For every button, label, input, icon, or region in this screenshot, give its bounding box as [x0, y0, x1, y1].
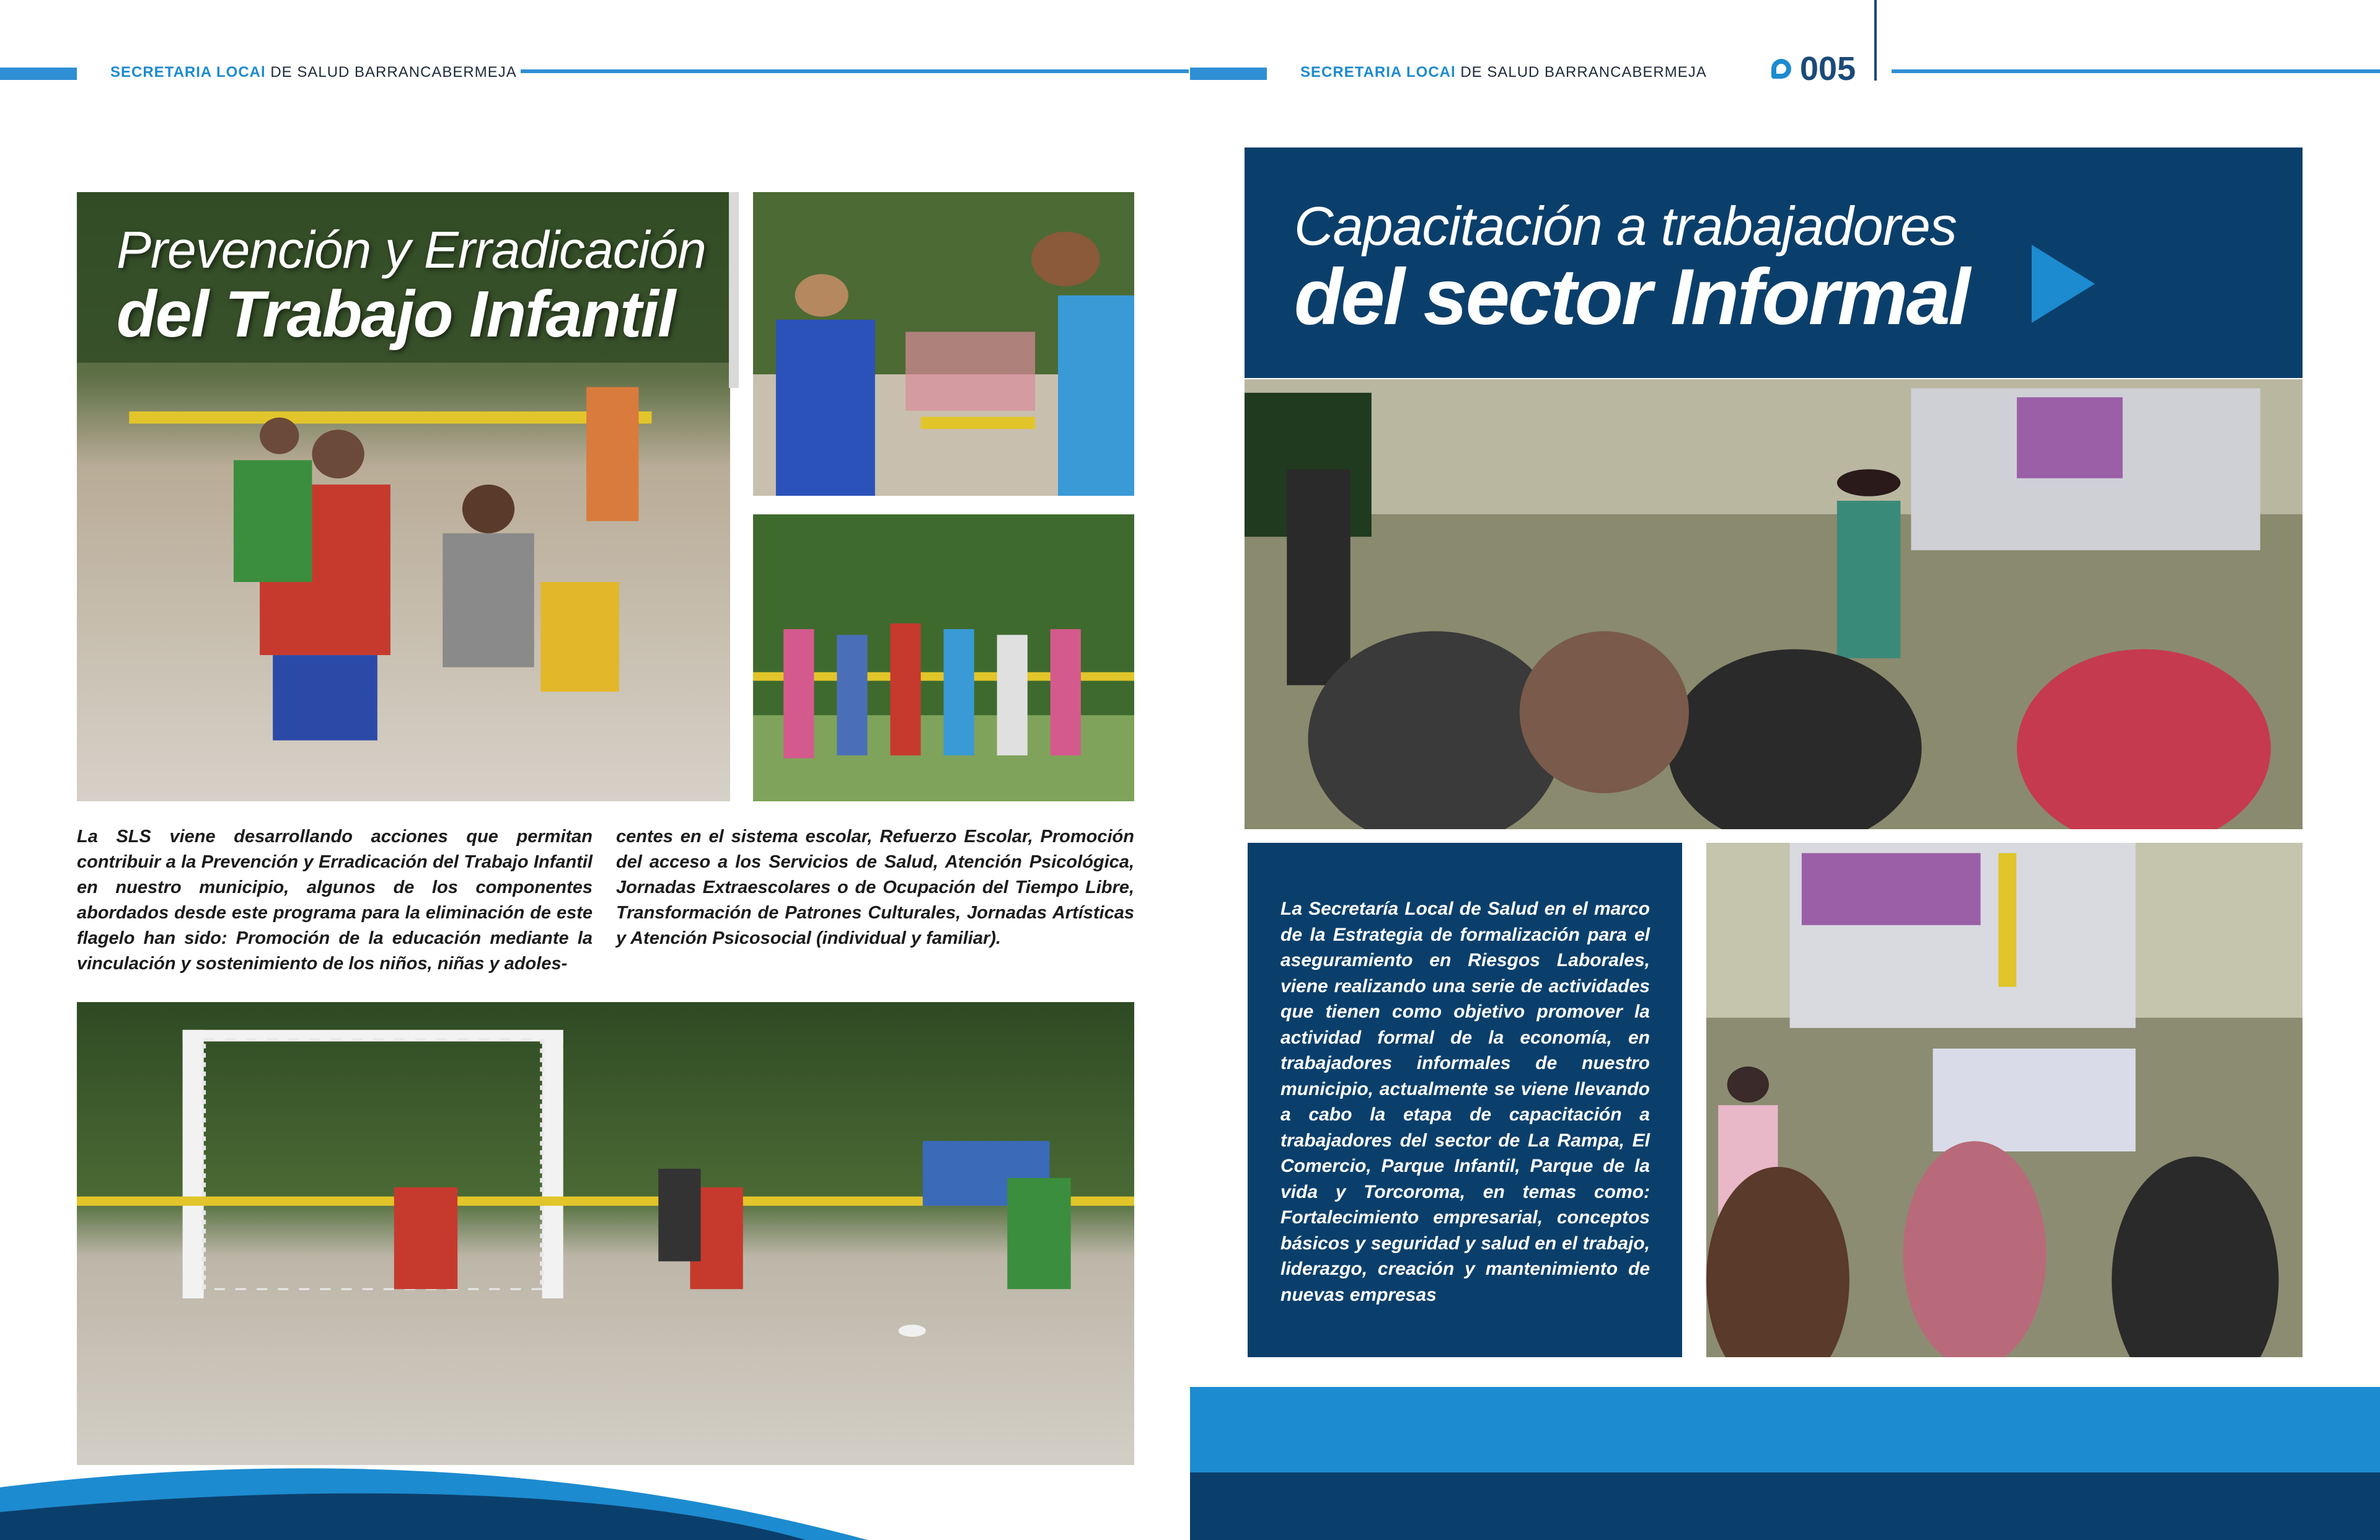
- page-number-text: 005: [1800, 50, 1856, 87]
- header-left-rest: DE SALUD BARRANCABERMEJA: [265, 64, 517, 81]
- header-right-title: [1300, 64, 1707, 81]
- right-article-body: La Secretaría Local de Salud en el marco de la Estrategia de formalización para el aseguramiento en Riesgos Laborales, viene realizando una serie de actividades que tienen como objetivo promover la actividad formal de la economía, en trabajadores informales de nuestro municipio, actualmente se viene llevando a cabo la etapa de capacitación a trabajadores del sector de La Rampa, El Comercio, Parque Infantil, Parque de la vida y Torcoroma, en temas como: Fortalecimiento empresarial, conceptos básicos y seguridad y salud en el trabajo, liderazgo, creación y mantenimiento de nuevas empresas: [1280, 899, 1650, 1305]
- photo-divider: [729, 192, 739, 388]
- header-right-tab: [1190, 68, 1267, 80]
- header-divider: [1874, 0, 1877, 81]
- header-right-rest: DE SALUD BARRANCABERMEJA: [1455, 64, 1707, 81]
- photo-soccer-goal: [77, 1002, 1134, 1465]
- photo-spectators: [753, 192, 1134, 496]
- left-article-column2: centes en el sistema escolar, Refuerzo Escolar, Promoción del acceso a los Servicios de Salud, Atención Psicológica, Jornadas Extraescolares o de Ocupación del Tiempo Libre, Transformación de Patrones Culturales, Jornadas Artísticas y Atención Psicosocial (individual y familiar).: [616, 827, 1134, 948]
- header-left-accent: SECRETARIA LOCAl: [110, 64, 266, 81]
- left-title-line1: Prevención y Erradicación: [117, 221, 706, 279]
- photo-speaker-presentation: [1706, 843, 2303, 1357]
- right-title-line1: Capacitación a trabajadores: [1294, 195, 1957, 257]
- bottom-band-navy: [1190, 1472, 2380, 1540]
- left-article-column1: La SLS viene desarrollando acciones que permitan contribuir a la Prevención y Erradicación del Trabajo Infantil en nuestro municipio, algunos de los componentes abordados desde este programa para la eliminación de este flagelo han sido: Promoción de la educación mediante la vinculación y sostenimiento de los niños, niñas y adoles-: [77, 827, 593, 974]
- page-number: [1771, 50, 1856, 88]
- header-right-line: [1892, 69, 2380, 73]
- photo-training-room: [1245, 379, 2303, 829]
- bottom-band-blue: [1190, 1387, 2380, 1472]
- photo-children-fence: [753, 514, 1134, 801]
- play-arrow-icon: [2032, 245, 2095, 323]
- header-left-line: [521, 69, 1189, 73]
- header-left-title: [110, 64, 517, 81]
- bottom-wave-decoration: [0, 1450, 1190, 1540]
- header-left-tab: [0, 68, 77, 80]
- right-title-line2: del sector Informal: [1294, 253, 1969, 341]
- left-article-title: [117, 220, 706, 349]
- left-title-line2: del Trabajo Infantil: [117, 278, 675, 351]
- right-article-title: [1294, 195, 1969, 341]
- brand-logo-icon: [1771, 59, 1791, 79]
- header-right-accent: SECRETARIA LOCAl: [1300, 64, 1456, 81]
